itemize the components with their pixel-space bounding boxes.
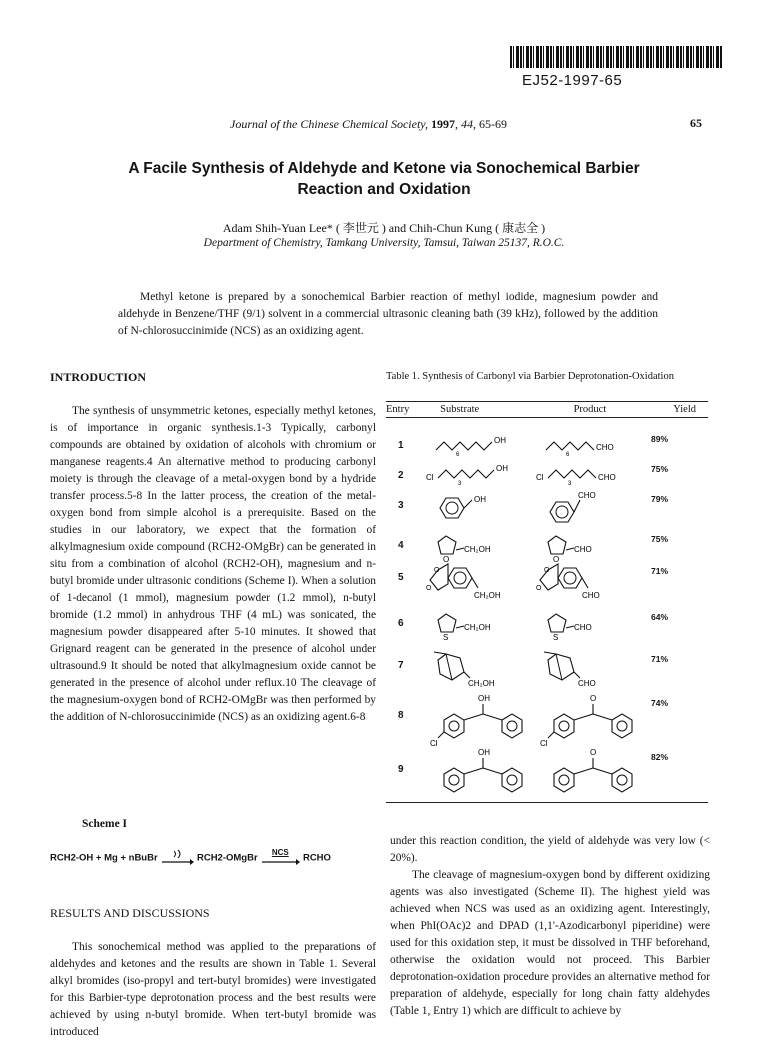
scheme-product: RCHO xyxy=(302,852,331,864)
journal-pages: 65-69 xyxy=(478,117,507,131)
yield-value: 75% xyxy=(651,464,669,474)
title-line-2: Reaction and Oxidation xyxy=(297,181,471,198)
table-row xyxy=(386,606,708,644)
product-structure xyxy=(536,560,646,602)
product-structure xyxy=(536,458,636,488)
scheme-arrow-2 xyxy=(260,848,300,868)
svg-text:OH: OH xyxy=(494,436,506,445)
svg-text:CH₂OH: CH₂OH xyxy=(464,545,491,554)
yield-value: 74% xyxy=(651,698,669,708)
substrate-structure xyxy=(426,528,526,564)
svg-text:O: O xyxy=(443,555,450,564)
journal-name: Journal of the Chinese Chemical Society xyxy=(230,117,425,131)
title-line-1: A Facile Synthesis of Aldehyde and Ketone via Sonochemical Barbier xyxy=(128,160,640,177)
product-structure xyxy=(536,528,636,564)
arrow-right-icon xyxy=(260,859,300,865)
oxidation-paragraph: The cleavage of magnesium-oxygen bond by different oxidizing agents was also investigated (Scheme II). The highest yield was achieved when NCS was used as an oxidizing agent. Interestingly, when PhI(OAc)2 and DPAD (1,1'-Azodicarbonyl piperidine) were used for this oxidation step, it must be dissolved in THF beforehand, otherwise the oxidation would not proceed. This Barbier deprotonation-oxidation procedure provides an alternative method for preparation of aldehyde, especially for long chain fatty aldehydes (Table 1, Entry 1) which are difficult to achieve by xyxy=(390,869,710,1017)
authors: Adam Shih-Yuan Lee* ( 李世元 ) and Chih-Chun Kung ( 康志全 ) xyxy=(222,221,546,235)
table-1 xyxy=(386,401,708,418)
table-row xyxy=(386,746,708,798)
substrate-structure xyxy=(426,692,536,748)
continued-paragraph: under this reaction condition, the yield of aldehyde was very low (< 20%). xyxy=(390,835,710,864)
svg-text:O: O xyxy=(536,585,542,592)
right-column-continued xyxy=(390,833,710,1020)
entry-number: 8 xyxy=(398,710,404,721)
col-entry: Entry xyxy=(386,402,422,418)
product-structure xyxy=(536,746,646,798)
substrate-structure xyxy=(426,458,526,488)
barcode xyxy=(510,46,722,68)
results-heading: RESULTS AND DISCUSSIONS xyxy=(50,906,210,920)
ultrasound-arrow-icon xyxy=(160,849,194,867)
yield-value: 89% xyxy=(651,434,669,444)
scheme-intermediate: RCH2-OMgBr xyxy=(196,852,258,864)
yield-value: 71% xyxy=(651,654,669,664)
intro-paragraph: The synthesis of unsymmetric ketones, especially methyl ketones, is of importance in organic synthesis.1-3 Typically, carbonyl compounds are obtained by oxidation of alcohols with chromium or manganese reagents.4 An alternative method to producing carbonyl moiety is through the cleavage of a metal-oxygen bond by a hydride transfer process.5-8 In the latter process, the creation of the metal-oxygen bond from simple alcohol is a prerequisite. Based on the studies in our laboratory, we expect that the formation of alkylmagnesium oxide compound (RCH2-OMgBr) can be generated in situ from a combination of alcohol (RCH2-OH), magnesium and n-butyl bromide under ultrasonic conditions (Scheme I). When a solution of 1-decanol (1 mmol), magnesium powder (1.2 mmol), n-butyl bromide (1.2 mmol) in anhydrous THF (4 mL) was sonicated, the magnesium powder disappeared after 5-10 minutes. It showed that Grignard reagent can be generated in the presence of alcohol under ultrasound.9 It should be noted that alkylmagnesium oxide cannot be generated in the presence of alcohol under reflux.10 The cleavage of the magnesium-oxygen bond of RCH2-OMgBr was then performed by the addition of N-chlorosuccinimide (NCS) as an oxidizing agent.6-8 xyxy=(50,405,376,723)
svg-text:OH: OH xyxy=(478,748,490,757)
substrate-structure xyxy=(426,746,536,798)
table-caption-text: Synthesis of Carbonyl via Barbier Deprotonation-Oxidation xyxy=(422,371,674,382)
table-row xyxy=(386,648,708,690)
svg-text:S: S xyxy=(443,633,449,642)
entry-number: 4 xyxy=(398,540,404,551)
svg-text:OH: OH xyxy=(496,464,508,473)
svg-text:Cl: Cl xyxy=(536,473,544,482)
intro-heading: INTRODUCTION xyxy=(50,370,147,384)
scheme-reagent: NCS xyxy=(271,848,289,857)
intro-column xyxy=(50,403,376,726)
svg-text:CH₂OH: CH₂OH xyxy=(468,679,495,688)
scheme-1 xyxy=(50,848,380,868)
col-product: Product xyxy=(534,402,674,418)
entry-number: 6 xyxy=(398,618,404,629)
svg-text:O: O xyxy=(434,567,440,574)
page-number: 65 xyxy=(690,116,702,130)
yield-value: 82% xyxy=(651,752,669,762)
svg-text:3: 3 xyxy=(458,481,462,487)
svg-text:6: 6 xyxy=(456,452,460,458)
entry-number: 9 xyxy=(398,764,404,775)
catalog-code: EJ52-1997-65 xyxy=(522,72,623,89)
results-column xyxy=(50,939,376,1041)
svg-text:CHO: CHO xyxy=(598,473,616,482)
table-bottom-rule xyxy=(386,802,708,803)
svg-text:CHO: CHO xyxy=(574,545,592,554)
entry-number: 2 xyxy=(398,470,404,481)
scheme-reactants: RCH2-OH + Mg + nBuBr xyxy=(50,852,158,864)
yield-value: 75% xyxy=(651,534,669,544)
svg-text:O: O xyxy=(544,567,550,574)
yield-value: 71% xyxy=(651,566,669,576)
svg-text:OH: OH xyxy=(474,495,486,504)
product-structure xyxy=(536,692,646,748)
substrate-structure xyxy=(426,428,526,458)
yield-value: 79% xyxy=(651,494,669,504)
paper-title xyxy=(80,158,688,200)
abstract: Methyl ketone is prepared by a sonochemical Barbier reaction of methyl iodide, magnesium powder and aldehyde in Benzene/THF (9/1) solvent in a commercial ultrasonic cleaning bath (39 kHz), followed by the addition of N-chlorosuccinimide (NCS) as an oxidizing agent. xyxy=(118,291,658,337)
svg-text:CHO: CHO xyxy=(582,591,600,600)
affiliation: Department of Chemistry, Tamkang University, Tamsui, Taiwan 25137, R.O.C. xyxy=(203,237,565,249)
svg-text:CH₂OH: CH₂OH xyxy=(464,623,491,632)
table-header-row xyxy=(386,402,708,418)
svg-text:6: 6 xyxy=(566,452,570,458)
table-caption-label: Table 1. xyxy=(386,371,420,382)
svg-text:CHO: CHO xyxy=(578,491,596,500)
product-structure xyxy=(536,488,636,528)
svg-text:OH: OH xyxy=(478,694,490,703)
substrate-structure xyxy=(426,606,526,644)
svg-text:CH₂OH: CH₂OH xyxy=(474,591,501,600)
table-caption xyxy=(386,370,708,383)
substrate-structure xyxy=(426,488,526,528)
svg-text:O: O xyxy=(426,585,432,592)
table-row xyxy=(386,692,708,748)
yield-value: 64% xyxy=(651,612,669,622)
svg-text:Cl: Cl xyxy=(430,739,438,748)
journal-citation: Journal of the Chinese Chemical Society, 1997, 44, 65-69 xyxy=(230,117,507,131)
svg-text:CHO: CHO xyxy=(574,623,592,632)
svg-text:CHO: CHO xyxy=(578,679,596,688)
col-substrate: Substrate xyxy=(422,402,533,418)
svg-text:Cl: Cl xyxy=(426,473,434,482)
substrate-structure xyxy=(426,648,526,690)
svg-text:Cl: Cl xyxy=(540,739,548,748)
journal-volume: 44 xyxy=(460,117,473,131)
product-structure xyxy=(536,606,636,644)
svg-text:O: O xyxy=(590,694,597,703)
col-yield: Yield xyxy=(673,402,708,418)
entry-number: 5 xyxy=(398,572,404,583)
svg-text:S: S xyxy=(553,633,559,642)
entry-number: 7 xyxy=(398,660,404,671)
scheme-heading: Scheme I xyxy=(82,818,128,830)
results-paragraph: This sonochemical method was applied to the preparations of aldehydes and ketones and the results are shown in Table 1. Several alkyl bromides (iso-propyl and tert-butyl bromides) were investigated for this Barbier-type deprotonation process and the best results were achieved by using n-butyl bromide. When tert-butyl bromide was introduced xyxy=(50,941,376,1038)
table-row xyxy=(386,488,708,528)
svg-text:CHO: CHO xyxy=(596,443,614,452)
journal-year: 1997 xyxy=(430,117,455,131)
product-structure xyxy=(536,428,636,458)
entry-number: 1 xyxy=(398,440,404,451)
svg-text:O: O xyxy=(553,555,560,564)
svg-text:O: O xyxy=(590,748,597,757)
table-row xyxy=(386,560,708,602)
substrate-structure xyxy=(426,560,536,602)
svg-text:3: 3 xyxy=(568,481,572,487)
product-structure xyxy=(536,648,636,690)
entry-number: 3 xyxy=(398,500,404,511)
